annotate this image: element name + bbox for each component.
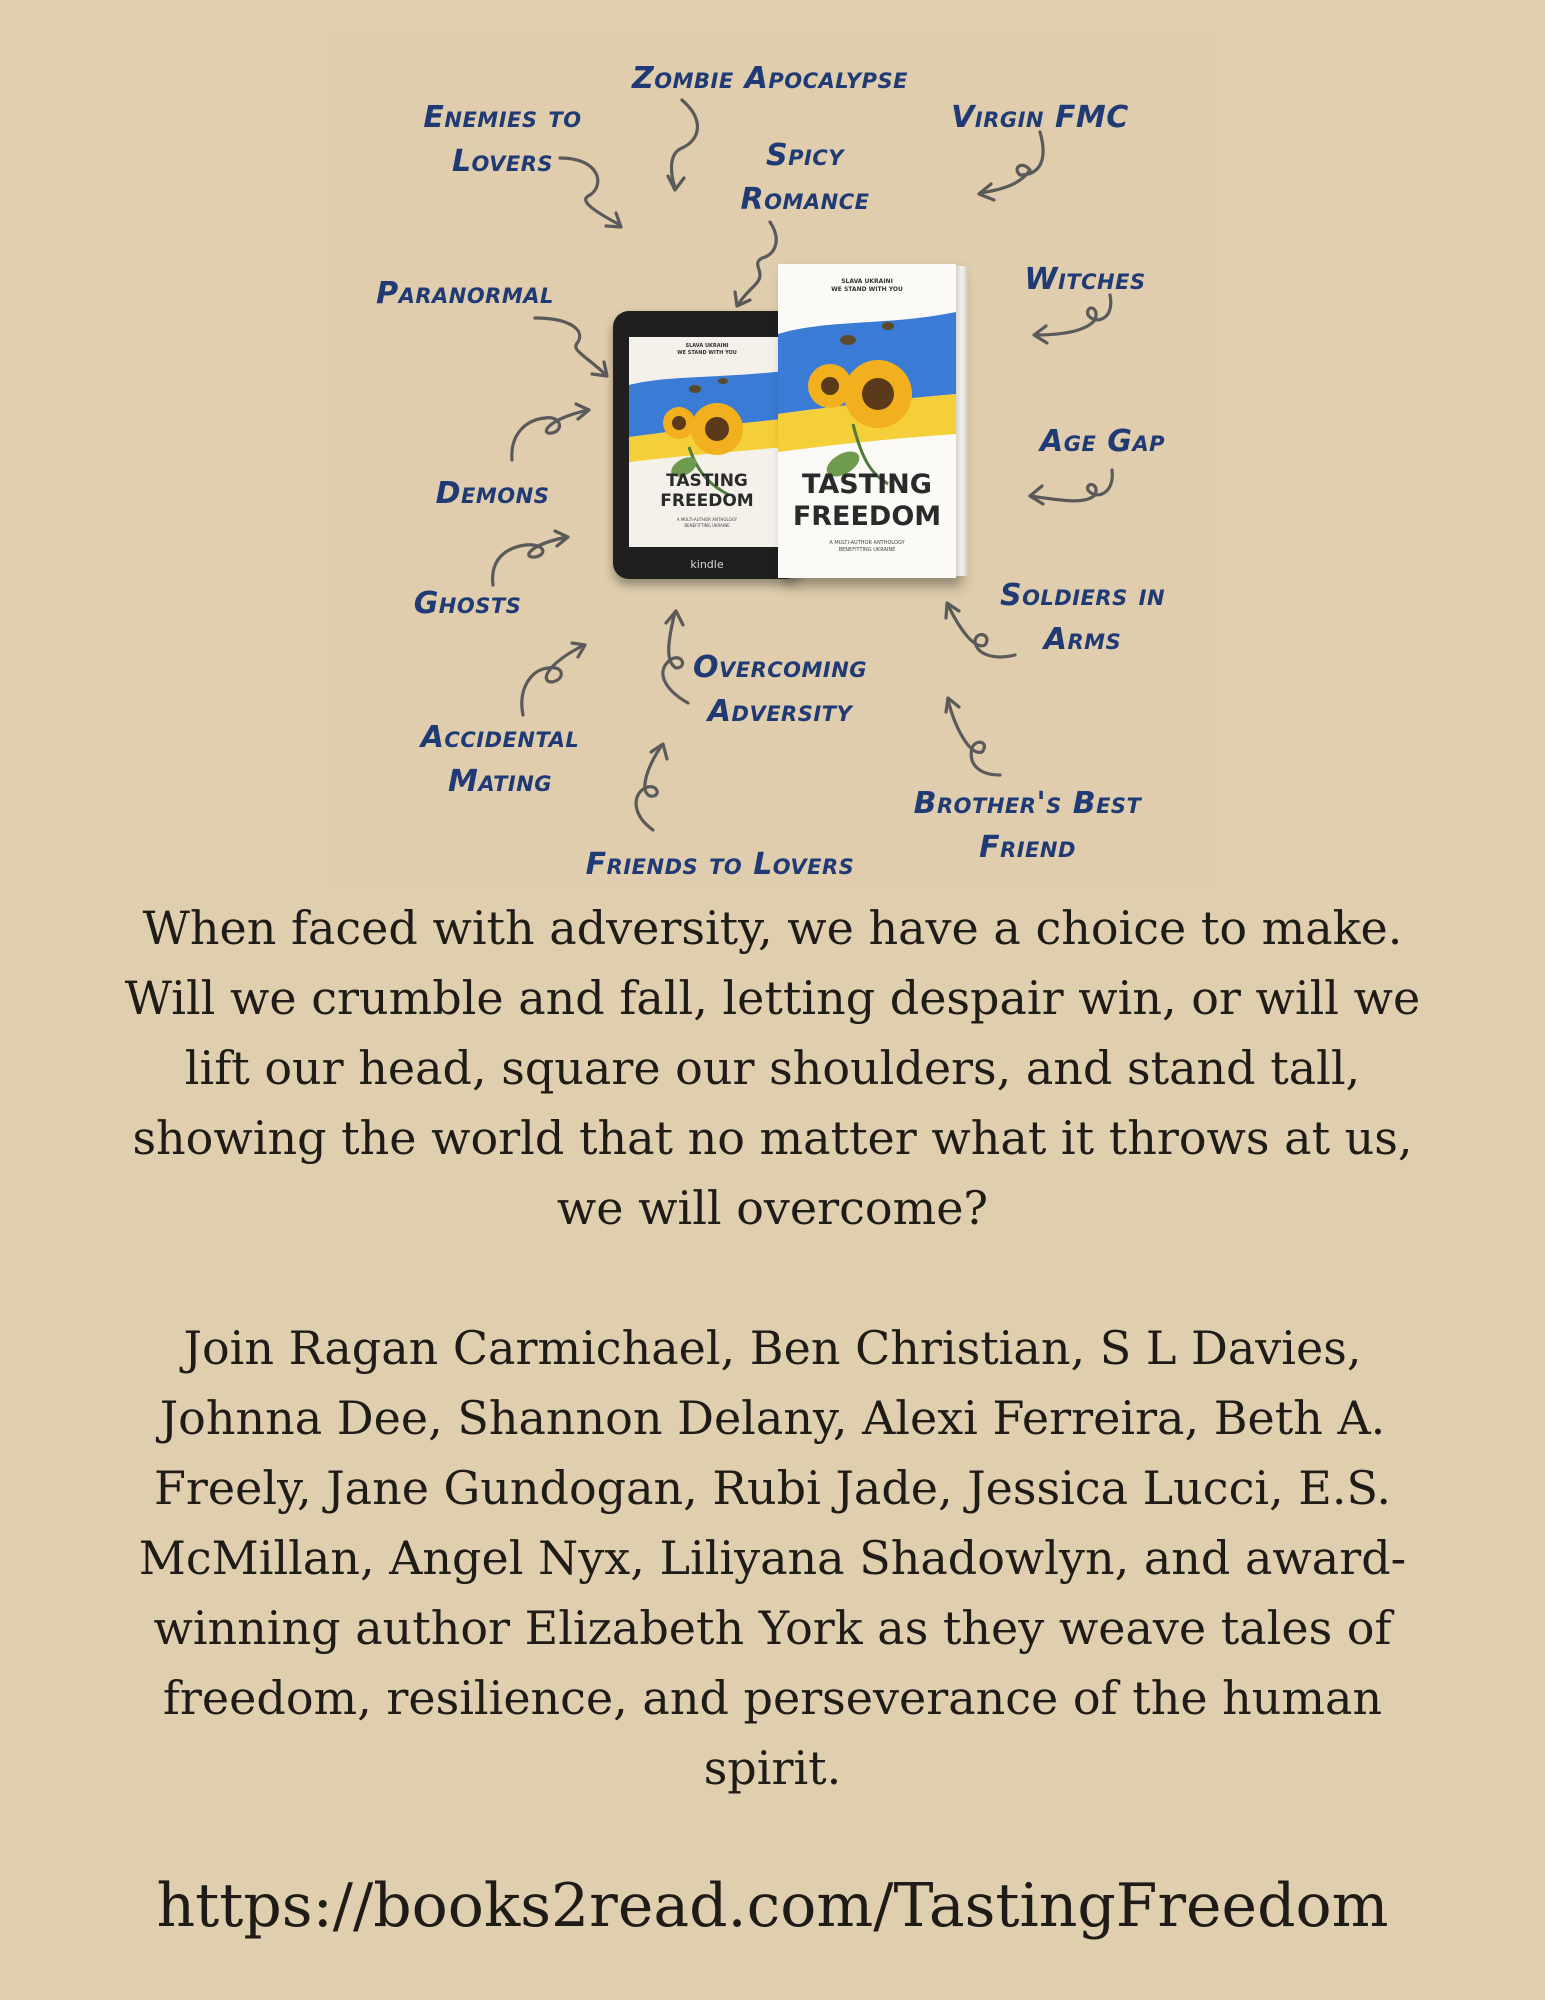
authors-paragraph: Join Ragan Carmichael, Ben Christian, S L Davies, Johnna Dee, Shannon Delany, Alexi Ferreira, Beth A. Freely, Jane Gundogan, Rubi Jade, Jessica Lucci, E.S. McMillan, Angel Nyx, Liliyana Shadowlyn, and award-winning author Elizabeth York as they weave tales of freedom, resilience, and perseverance of the human spirit. [138, 1321, 1407, 1795]
arrow-zombie [668, 100, 697, 190]
trope-enemies-to-lovers: Enemies to Lovers [423, 100, 582, 179]
arrow-demons [512, 404, 589, 460]
kindle-cover-tagline: A MULTI-AUTHOR ANTHOLOGY BENEFITTING UKRAINE [676, 517, 738, 528]
paperback-page-edge [956, 266, 968, 576]
sunflower-artwork [629, 337, 785, 547]
trope-age-gap: Age Gap [1039, 424, 1165, 459]
arrow-friends [636, 744, 667, 830]
kindle-device [613, 311, 801, 579]
paperback-cover-subtitle: SLAVA UKRAINI WE STAND WITH YOU [831, 278, 903, 293]
trope-brothers-best-friend: Brother's Best Friend [913, 786, 1142, 865]
trope-ghosts: Ghosts [413, 586, 522, 621]
kindle-brand: kindle [690, 558, 724, 571]
arrow-ghosts [493, 531, 568, 585]
arrow-spicy [735, 222, 776, 306]
trope-spicy-romance: Spicy Romance [740, 138, 870, 217]
trope-overcoming-adversity: Overcoming Adversity [692, 650, 868, 729]
trope-witches: Witches [1024, 262, 1146, 297]
trope-demons: Demons [435, 476, 550, 511]
books2read-link[interactable]: https://books2read.com/TastingFreedom [156, 1871, 1389, 1941]
kindle-cover-title: TASTING FREEDOM [660, 471, 754, 511]
paperback-cover-title: TASTING FREEDOM [792, 469, 942, 532]
arrow-paranormal [535, 318, 607, 376]
trope-paranormal: Paranormal [376, 276, 554, 311]
arrow-virgin [979, 132, 1043, 200]
paperback-book [778, 264, 956, 578]
arrow-witches [1034, 295, 1111, 343]
trope-friends-to-lovers: Friends to Lovers [585, 847, 855, 882]
kindle-cover-subtitle: SLAVA UKRAINI WE STAND WITH YOU [677, 343, 737, 356]
arrow-accidental [522, 643, 585, 715]
trope-zombie-apocalypse: Zombie Apocalypse [632, 61, 908, 96]
intro-paragraph: When faced with adversity, we have a choice to make. Will we crumble and fall, letting despair win, or will we lift our head, square our shoulders, and stand tall, showing the world that no matter what it throws at us, we will overcome? [124, 901, 1421, 1235]
trope-virgin-fmc: Virgin FMC [951, 100, 1129, 135]
paperback-cover-tagline: A MULTI-AUTHOR ANTHOLOGY BENEFITTING UKRAINE [829, 540, 905, 553]
kindle-cover [629, 337, 785, 547]
arrow-brothers [946, 698, 1000, 775]
trope-accidental-mating: Accidental Mating [420, 720, 580, 799]
trope-soldiers-in-arms: Soldiers in Arms [999, 578, 1166, 657]
arrow-age-gap [1030, 470, 1112, 504]
